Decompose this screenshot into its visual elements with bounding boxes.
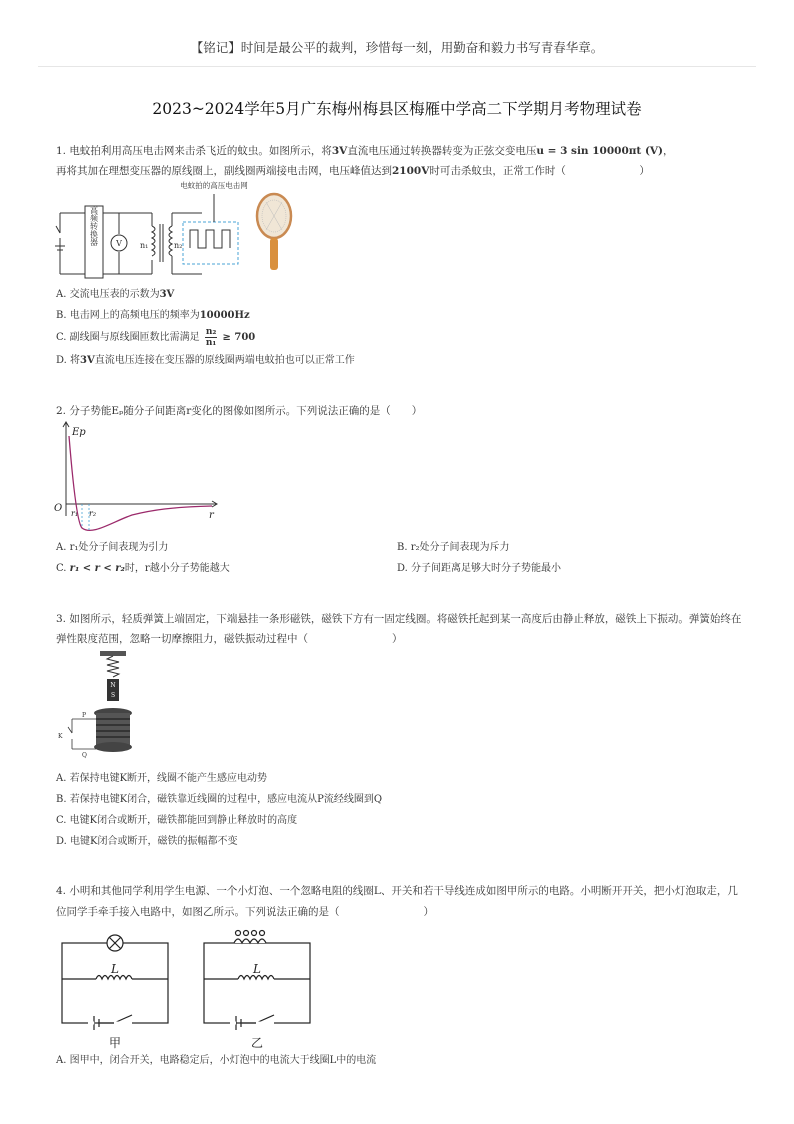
inductor-label-left: L	[111, 962, 119, 976]
q-label: Q	[82, 752, 87, 759]
question-2-graph	[52, 418, 227, 530]
motto-banner: 【铭记】时间是最公平的裁判，珍惜每一刻，用勤奋和毅力书写青春华章。	[190, 40, 604, 55]
q2-option-d[interactable]: D. 分子间距离足够大时分子势能最小	[397, 563, 562, 574]
south-pole-label: S	[110, 692, 116, 699]
racket-icon	[257, 194, 291, 270]
question-number: 1.	[56, 145, 67, 157]
x-axis-label: r	[209, 510, 214, 521]
q3-option-d[interactable]: D. 电键K闭合或断开，磁铁的振幅都不变	[56, 836, 238, 847]
question-3-stem: 3. 如图所示，轻质弹簧上端固定，下端悬挂一条形磁铁，磁铁下方有一固定线圈。将磁铁托起到某一高度后由静止释放，磁铁上下振动。弹簧始终在弹性限度范围，忽略一切摩擦阻力，磁铁振动过程中（ ）	[56, 613, 742, 645]
q3-option-a[interactable]: A. 若保持电键K断开，线圈不能产生感应电动势	[56, 773, 268, 784]
page-title: 2023~2024学年5月广东梅州梅县区梅雁中学高二下学期月考物理试卷	[152, 100, 642, 118]
r2-label: r₂	[89, 509, 97, 518]
q2-option-c[interactable]: C. r₁ < r < r₂时，r越小分子势能越大	[56, 563, 230, 574]
question-1-stem-line2: 再将其加在理想变压器的原线圈上，副线圈两端接电击网，电压峰值达到2100V时可击杀蚊虫，正常工作时（ ）	[56, 165, 650, 177]
caption-left: 甲	[108, 1036, 122, 1050]
y-axis-label: Ep	[72, 427, 86, 438]
converter-label: 高频转换器	[89, 206, 99, 246]
q1-option-a[interactable]: A. 交流电压表的示数为3V	[56, 289, 175, 300]
north-pole-label: N	[110, 682, 116, 689]
q4-option-a[interactable]: A. 图甲中，闭合开关，电路稳定后，小灯泡中的电流大于线圈L中的电流	[56, 1055, 377, 1066]
question-1-figure	[52, 178, 302, 278]
question-4-stem: 4. 小明和其他同学利用学生电源、一个小灯泡、一个忽略电阻的线圈L、开关和若干导线连成如图甲所示的电路。小明断开开关，把小灯泡取走，几位同学手牵手接入电路中，如图乙所示。下列说法正确的是（ ）	[56, 885, 738, 918]
caption-right: 乙	[250, 1036, 264, 1050]
origin-label: O	[54, 503, 63, 514]
q2-option-a[interactable]: A. r₁处分子间表现为引力	[56, 542, 169, 553]
inductor-label-right: L	[253, 962, 261, 976]
q3-option-c[interactable]: C. 电键K闭合或断开，磁铁都能回到静止释放时的高度	[56, 815, 298, 826]
header-divider	[38, 66, 756, 67]
p-label: P	[82, 712, 87, 719]
question-2-stem: 2. 分子势能Eₚ随分子间距离r变化的图像如图所示。下列说法正确的是（ ）	[56, 405, 423, 417]
n1-label: n₁	[140, 241, 149, 250]
question-4-figure	[58, 927, 338, 1052]
voltmeter-label: V	[116, 239, 122, 248]
q2-option-b[interactable]: B. r₂处分子间表现为斥力	[397, 542, 510, 553]
r1-label: r₁	[71, 509, 79, 518]
q3-option-b[interactable]: B. 若保持电键K闭合，磁铁靠近线圈的过程中，感应电流从P流经线圈到Q	[56, 794, 383, 805]
question-3-figure	[56, 649, 146, 767]
q1-option-c[interactable]: C. 副线圈与原线圈匝数比需满足 $\frac{\text{n₂}}{\text{n₁}}$ ≥ 700	[56, 327, 256, 348]
net-caption: 电蚊拍的高压电击网	[180, 181, 248, 190]
n2-label: n₂	[174, 241, 183, 250]
q1-option-b[interactable]: B. 电击网上的高频电压的频率为10000Hz	[56, 310, 250, 321]
question-1-stem: 1. 电蚊拍利用高压电击网来击杀飞近的蚊虫。如图所示，将3V直流电压通过转换器转变为正弦交变电压u = 3 sin 10000πt (V)，	[56, 145, 674, 157]
q1-option-d[interactable]: D. 将3V直流电压连接在变压器的原线圈两端电蚊拍也可以正常工作	[56, 355, 355, 366]
k-label: K	[58, 733, 63, 740]
turns-ratio-fraction: $\frac{\text{n₂}}{\text{n₁}}$	[205, 327, 217, 348]
